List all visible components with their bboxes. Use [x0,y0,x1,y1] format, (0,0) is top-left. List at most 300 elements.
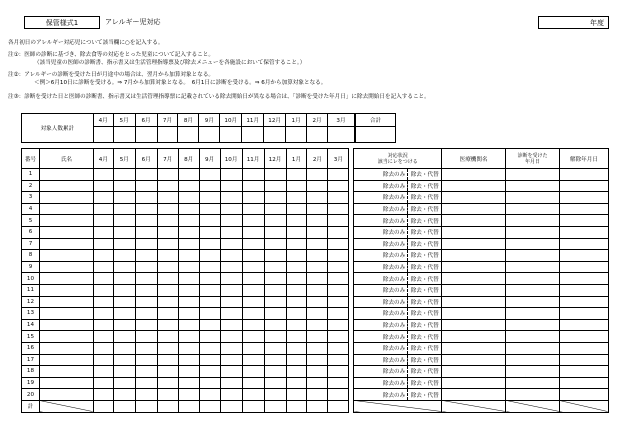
month-total-cell[interactable] [264,400,286,412]
month-check-cell[interactable] [307,180,328,192]
month-check-cell[interactable] [242,366,264,378]
month-check-cell[interactable] [199,389,220,401]
month-check-cell[interactable] [157,319,178,331]
hospital-cell[interactable] [442,226,506,238]
summary-cell[interactable] [157,127,178,143]
month-total-cell[interactable] [178,400,199,412]
month-total-cell[interactable] [157,400,178,412]
month-check-cell[interactable] [220,308,242,320]
hospital-cell[interactable] [442,366,506,378]
month-check-cell[interactable] [135,238,157,250]
month-check-cell[interactable] [307,169,328,181]
hospital-cell[interactable] [442,250,506,262]
month-check-cell[interactable] [178,250,199,262]
diagnosis-date-cell[interactable] [506,377,560,389]
month-check-cell[interactable] [157,284,178,296]
month-check-cell[interactable] [286,342,307,354]
month-check-cell[interactable] [113,261,135,273]
month-check-cell[interactable] [113,273,135,285]
diagnosis-date-cell[interactable] [506,215,560,227]
month-check-cell[interactable] [157,226,178,238]
month-check-cell[interactable] [286,273,307,285]
month-check-cell[interactable] [307,319,328,331]
month-check-cell[interactable] [307,261,328,273]
child-name-cell[interactable] [39,226,93,238]
hospital-cell[interactable] [442,342,506,354]
month-check-cell[interactable] [264,366,286,378]
month-check-cell[interactable] [178,342,199,354]
release-date-cell[interactable] [559,169,608,181]
child-name-cell[interactable] [39,250,93,262]
month-check-cell[interactable] [264,180,286,192]
option-removal-only[interactable]: 除去のみ [354,261,408,273]
child-name-cell[interactable] [39,377,93,389]
month-check-cell[interactable] [135,169,157,181]
month-total-cell[interactable] [328,400,349,412]
month-check-cell[interactable] [220,296,242,308]
month-total-cell[interactable] [242,400,264,412]
month-check-cell[interactable] [264,331,286,343]
month-check-cell[interactable] [264,226,286,238]
month-check-cell[interactable] [220,203,242,215]
month-check-cell[interactable] [93,180,113,192]
month-check-cell[interactable] [286,180,307,192]
month-check-cell[interactable] [178,331,199,343]
month-check-cell[interactable] [286,319,307,331]
month-check-cell[interactable] [113,215,135,227]
month-check-cell[interactable] [242,319,264,331]
month-check-cell[interactable] [93,238,113,250]
option-removal-replace[interactable]: 除去・代替 [408,261,442,273]
month-check-cell[interactable] [135,284,157,296]
month-check-cell[interactable] [220,342,242,354]
month-check-cell[interactable] [93,169,113,181]
diagnosis-date-cell[interactable] [506,366,560,378]
release-date-cell[interactable] [559,215,608,227]
diagnosis-date-cell[interactable] [506,389,560,401]
month-check-cell[interactable] [157,273,178,285]
month-check-cell[interactable] [135,203,157,215]
month-check-cell[interactable] [199,342,220,354]
month-check-cell[interactable] [264,296,286,308]
month-check-cell[interactable] [93,273,113,285]
month-check-cell[interactable] [157,377,178,389]
month-check-cell[interactable] [93,342,113,354]
month-check-cell[interactable] [307,366,328,378]
month-check-cell[interactable] [157,169,178,181]
child-name-cell[interactable] [39,366,93,378]
option-removal-only[interactable]: 除去のみ [354,354,408,366]
month-check-cell[interactable] [199,319,220,331]
diagnosis-date-cell[interactable] [506,203,560,215]
month-check-cell[interactable] [286,169,307,181]
month-check-cell[interactable] [157,342,178,354]
hospital-cell[interactable] [442,331,506,343]
hospital-cell[interactable] [442,238,506,250]
month-check-cell[interactable] [242,261,264,273]
summary-total-cell[interactable] [356,127,396,143]
month-check-cell[interactable] [199,354,220,366]
month-check-cell[interactable] [307,192,328,204]
month-check-cell[interactable] [328,250,349,262]
month-check-cell[interactable] [242,215,264,227]
child-name-cell[interactable] [39,192,93,204]
month-check-cell[interactable] [199,192,220,204]
month-check-cell[interactable] [157,296,178,308]
month-check-cell[interactable] [328,331,349,343]
release-date-cell[interactable] [559,250,608,262]
diagnosis-date-cell[interactable] [506,284,560,296]
month-check-cell[interactable] [199,226,220,238]
month-check-cell[interactable] [328,342,349,354]
option-removal-only[interactable]: 除去のみ [354,377,408,389]
month-check-cell[interactable] [328,261,349,273]
month-check-cell[interactable] [264,238,286,250]
month-check-cell[interactable] [328,377,349,389]
diagnosis-date-cell[interactable] [506,296,560,308]
month-check-cell[interactable] [286,238,307,250]
child-name-cell[interactable] [39,389,93,401]
month-check-cell[interactable] [93,308,113,320]
month-check-cell[interactable] [286,250,307,262]
month-check-cell[interactable] [220,180,242,192]
month-check-cell[interactable] [328,308,349,320]
month-check-cell[interactable] [286,296,307,308]
month-check-cell[interactable] [264,389,286,401]
month-check-cell[interactable] [328,389,349,401]
option-removal-only[interactable]: 除去のみ [354,203,408,215]
month-check-cell[interactable] [157,308,178,320]
hospital-cell[interactable] [442,377,506,389]
month-check-cell[interactable] [157,389,178,401]
month-check-cell[interactable] [135,261,157,273]
month-check-cell[interactable] [242,169,264,181]
month-check-cell[interactable] [93,226,113,238]
month-check-cell[interactable] [242,273,264,285]
month-check-cell[interactable] [135,377,157,389]
fiscal-year-field[interactable] [538,16,609,29]
month-check-cell[interactable] [113,192,135,204]
hospital-cell[interactable] [442,261,506,273]
child-name-cell[interactable] [39,319,93,331]
month-check-cell[interactable] [157,215,178,227]
hospital-cell[interactable] [442,354,506,366]
child-name-cell[interactable] [39,203,93,215]
month-check-cell[interactable] [113,203,135,215]
month-check-cell[interactable] [286,389,307,401]
option-removal-replace[interactable]: 除去・代替 [408,180,442,192]
release-date-cell[interactable] [559,273,608,285]
month-check-cell[interactable] [264,354,286,366]
month-total-cell[interactable] [220,400,242,412]
month-check-cell[interactable] [328,296,349,308]
release-date-cell[interactable] [559,296,608,308]
month-check-cell[interactable] [286,354,307,366]
month-check-cell[interactable] [178,366,199,378]
child-name-cell[interactable] [39,308,93,320]
child-name-cell[interactable] [39,354,93,366]
month-check-cell[interactable] [135,215,157,227]
month-check-cell[interactable] [93,192,113,204]
month-check-cell[interactable] [113,296,135,308]
diagnosis-date-cell[interactable] [506,192,560,204]
month-check-cell[interactable] [242,308,264,320]
month-check-cell[interactable] [93,354,113,366]
month-check-cell[interactable] [264,250,286,262]
month-check-cell[interactable] [286,331,307,343]
hospital-cell[interactable] [442,284,506,296]
child-name-cell[interactable] [39,296,93,308]
month-check-cell[interactable] [307,250,328,262]
option-removal-only[interactable]: 除去のみ [354,342,408,354]
month-check-cell[interactable] [199,273,220,285]
child-name-cell[interactable] [39,169,93,181]
release-date-cell[interactable] [559,354,608,366]
month-check-cell[interactable] [264,319,286,331]
month-check-cell[interactable] [264,273,286,285]
month-check-cell[interactable] [135,366,157,378]
month-check-cell[interactable] [307,238,328,250]
option-removal-only[interactable]: 除去のみ [354,389,408,401]
month-check-cell[interactable] [220,284,242,296]
month-check-cell[interactable] [93,215,113,227]
month-check-cell[interactable] [199,261,220,273]
month-check-cell[interactable] [242,203,264,215]
month-check-cell[interactable] [242,331,264,343]
month-check-cell[interactable] [135,319,157,331]
month-check-cell[interactable] [113,308,135,320]
month-check-cell[interactable] [113,319,135,331]
month-check-cell[interactable] [242,342,264,354]
month-check-cell[interactable] [199,366,220,378]
month-check-cell[interactable] [242,389,264,401]
month-check-cell[interactable] [307,284,328,296]
month-check-cell[interactable] [178,377,199,389]
option-removal-replace[interactable]: 除去・代替 [408,319,442,331]
month-check-cell[interactable] [93,250,113,262]
month-check-cell[interactable] [286,284,307,296]
month-check-cell[interactable] [307,296,328,308]
option-removal-only[interactable]: 除去のみ [354,296,408,308]
month-check-cell[interactable] [178,169,199,181]
month-check-cell[interactable] [220,331,242,343]
option-removal-only[interactable]: 除去のみ [354,238,408,250]
diagnosis-date-cell[interactable] [506,180,560,192]
month-check-cell[interactable] [113,226,135,238]
month-check-cell[interactable] [328,169,349,181]
month-check-cell[interactable] [93,377,113,389]
option-removal-replace[interactable]: 除去・代替 [408,273,442,285]
month-check-cell[interactable] [157,261,178,273]
release-date-cell[interactable] [559,261,608,273]
month-check-cell[interactable] [286,377,307,389]
month-check-cell[interactable] [220,273,242,285]
month-check-cell[interactable] [178,389,199,401]
month-check-cell[interactable] [286,308,307,320]
month-check-cell[interactable] [135,192,157,204]
month-check-cell[interactable] [307,377,328,389]
month-check-cell[interactable] [157,238,178,250]
option-removal-replace[interactable]: 除去・代替 [408,366,442,378]
month-check-cell[interactable] [178,215,199,227]
month-check-cell[interactable] [178,319,199,331]
child-name-cell[interactable] [39,261,93,273]
option-removal-replace[interactable]: 除去・代替 [408,331,442,343]
option-removal-replace[interactable]: 除去・代替 [408,203,442,215]
option-removal-replace[interactable]: 除去・代替 [408,192,442,204]
month-check-cell[interactable] [328,215,349,227]
month-check-cell[interactable] [328,238,349,250]
summary-cell[interactable] [242,127,264,143]
month-check-cell[interactable] [199,238,220,250]
month-total-cell[interactable] [286,400,307,412]
release-date-cell[interactable] [559,366,608,378]
month-check-cell[interactable] [157,331,178,343]
summary-cell[interactable] [264,127,286,143]
option-removal-replace[interactable]: 除去・代替 [408,215,442,227]
month-check-cell[interactable] [113,366,135,378]
month-check-cell[interactable] [264,284,286,296]
month-check-cell[interactable] [307,215,328,227]
hospital-cell[interactable] [442,308,506,320]
release-date-cell[interactable] [559,226,608,238]
month-check-cell[interactable] [157,250,178,262]
month-check-cell[interactable] [328,192,349,204]
month-check-cell[interactable] [135,342,157,354]
month-check-cell[interactable] [135,296,157,308]
hospital-cell[interactable] [442,273,506,285]
month-check-cell[interactable] [286,215,307,227]
release-date-cell[interactable] [559,308,608,320]
release-date-cell[interactable] [559,377,608,389]
summary-cell[interactable] [328,127,355,143]
option-removal-only[interactable]: 除去のみ [354,319,408,331]
diagnosis-date-cell[interactable] [506,169,560,181]
option-removal-replace[interactable]: 除去・代替 [408,296,442,308]
month-check-cell[interactable] [135,273,157,285]
release-date-cell[interactable] [559,203,608,215]
diagnosis-date-cell[interactable] [506,319,560,331]
diagnosis-date-cell[interactable] [506,250,560,262]
month-check-cell[interactable] [220,366,242,378]
release-date-cell[interactable] [559,331,608,343]
release-date-cell[interactable] [559,180,608,192]
month-check-cell[interactable] [242,377,264,389]
month-check-cell[interactable] [178,308,199,320]
option-removal-replace[interactable]: 除去・代替 [408,377,442,389]
option-removal-replace[interactable]: 除去・代替 [408,342,442,354]
month-check-cell[interactable] [199,308,220,320]
summary-cell[interactable] [178,127,199,143]
month-check-cell[interactable] [178,261,199,273]
month-total-cell[interactable] [135,400,157,412]
diagnosis-date-cell[interactable] [506,226,560,238]
month-check-cell[interactable] [264,169,286,181]
release-date-cell[interactable] [559,319,608,331]
month-check-cell[interactable] [178,180,199,192]
month-check-cell[interactable] [135,308,157,320]
option-removal-only[interactable]: 除去のみ [354,273,408,285]
month-check-cell[interactable] [93,296,113,308]
month-check-cell[interactable] [93,331,113,343]
month-check-cell[interactable] [220,377,242,389]
month-check-cell[interactable] [264,261,286,273]
hospital-cell[interactable] [442,192,506,204]
option-removal-replace[interactable]: 除去・代替 [408,250,442,262]
month-check-cell[interactable] [242,296,264,308]
month-check-cell[interactable] [286,226,307,238]
option-removal-only[interactable]: 除去のみ [354,308,408,320]
month-check-cell[interactable] [307,342,328,354]
child-name-cell[interactable] [39,180,93,192]
month-check-cell[interactable] [113,389,135,401]
child-name-cell[interactable] [39,238,93,250]
month-check-cell[interactable] [328,366,349,378]
month-check-cell[interactable] [199,331,220,343]
month-total-cell[interactable] [199,400,220,412]
release-date-cell[interactable] [559,284,608,296]
month-check-cell[interactable] [93,261,113,273]
month-check-cell[interactable] [220,169,242,181]
month-check-cell[interactable] [178,203,199,215]
month-check-cell[interactable] [157,192,178,204]
month-check-cell[interactable] [157,354,178,366]
option-removal-replace[interactable]: 除去・代替 [408,389,442,401]
month-check-cell[interactable] [157,366,178,378]
month-check-cell[interactable] [178,238,199,250]
hospital-cell[interactable] [442,319,506,331]
summary-cell[interactable] [199,127,220,143]
month-check-cell[interactable] [178,354,199,366]
month-check-cell[interactable] [307,273,328,285]
hospital-cell[interactable] [442,169,506,181]
option-removal-only[interactable]: 除去のみ [354,284,408,296]
release-date-cell[interactable] [559,342,608,354]
option-removal-only[interactable]: 除去のみ [354,366,408,378]
month-check-cell[interactable] [135,250,157,262]
month-check-cell[interactable] [328,273,349,285]
month-check-cell[interactable] [286,192,307,204]
month-check-cell[interactable] [178,226,199,238]
summary-cell[interactable] [220,127,242,143]
option-removal-only[interactable]: 除去のみ [354,331,408,343]
child-name-cell[interactable] [39,215,93,227]
month-check-cell[interactable] [264,342,286,354]
month-check-cell[interactable] [199,284,220,296]
month-check-cell[interactable] [328,180,349,192]
option-removal-only[interactable]: 除去のみ [354,192,408,204]
month-check-cell[interactable] [199,377,220,389]
month-check-cell[interactable] [264,215,286,227]
month-check-cell[interactable] [220,226,242,238]
month-check-cell[interactable] [242,250,264,262]
diagnosis-date-cell[interactable] [506,238,560,250]
month-check-cell[interactable] [93,319,113,331]
diagnosis-date-cell[interactable] [506,342,560,354]
option-removal-only[interactable]: 除去のみ [354,250,408,262]
diagnosis-date-cell[interactable] [506,308,560,320]
month-check-cell[interactable] [242,226,264,238]
month-check-cell[interactable] [178,273,199,285]
month-check-cell[interactable] [220,215,242,227]
month-check-cell[interactable] [135,331,157,343]
month-check-cell[interactable] [307,308,328,320]
option-removal-replace[interactable]: 除去・代替 [408,238,442,250]
month-check-cell[interactable] [178,296,199,308]
month-check-cell[interactable] [220,238,242,250]
month-check-cell[interactable] [157,203,178,215]
month-check-cell[interactable] [242,192,264,204]
